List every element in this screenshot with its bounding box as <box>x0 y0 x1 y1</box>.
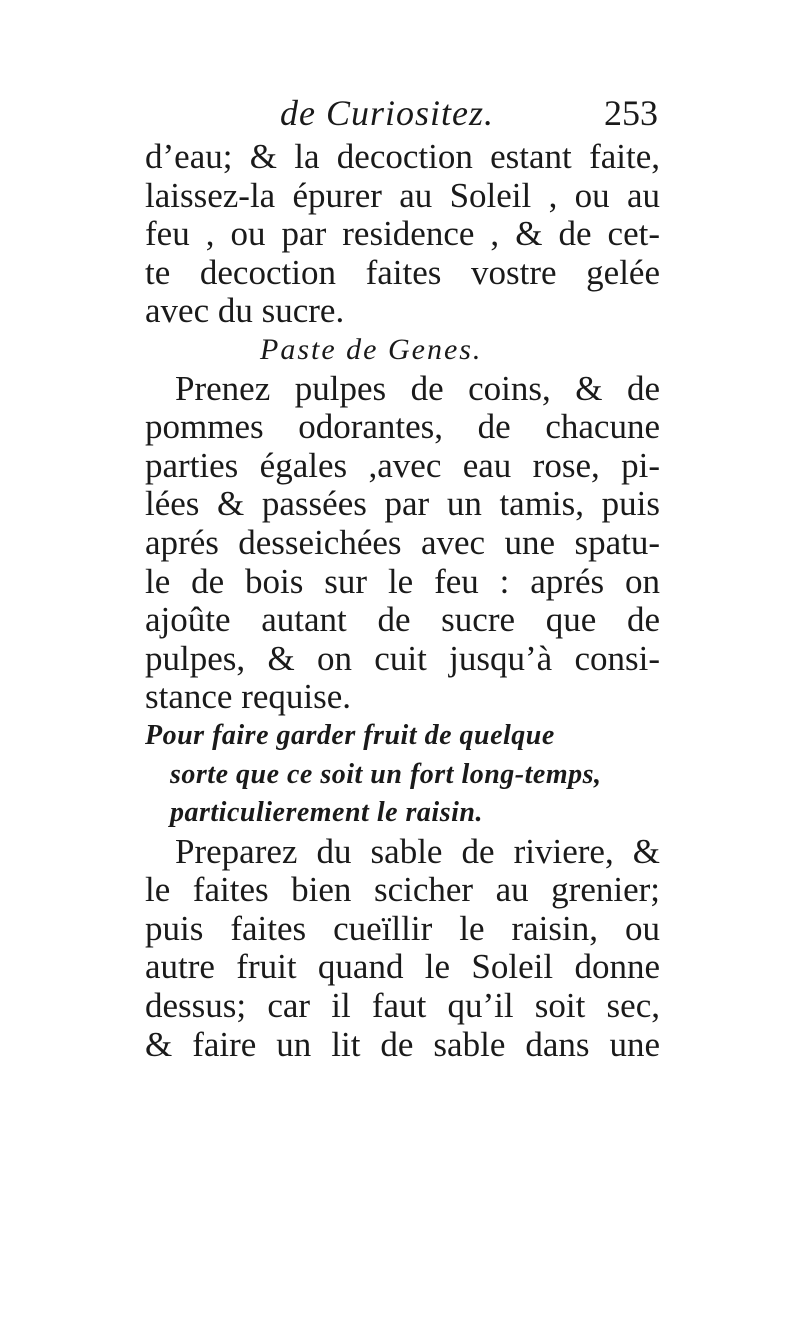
text-line: dessus; car il faut qu’il soit sec, <box>145 986 660 1026</box>
text-line: le de bois sur le feu : aprés on <box>145 561 660 601</box>
paragraph-fruit-recipe <box>145 833 660 1065</box>
text-line: & faire un lit de sable dans une <box>145 1024 660 1064</box>
text-line: autre fruit quand le Soleil donne <box>145 947 660 987</box>
page-number: 253 <box>604 93 658 133</box>
paragraph-decoction <box>145 138 660 331</box>
text-line: lées & passées par un tamis, puis <box>145 484 660 524</box>
text-line: le faites bien scicher au grenier; <box>145 870 660 910</box>
text-block <box>145 138 660 1064</box>
text-line: te decoction faites vostre gelée <box>145 252 660 292</box>
text-line: Prenez pulpes de coins, & de <box>175 368 660 408</box>
text-line: aprés desseichées avec une spatu- <box>145 522 660 562</box>
running-title: de Curiositez. <box>280 93 495 133</box>
text-line: laissez-la épurer au Soleil , ou au <box>145 175 660 215</box>
section-heading-paste-de-genes: Paste de Genes. <box>260 332 483 366</box>
page-header <box>145 92 660 142</box>
text-line: parties égales ,avec eau rose, pi- <box>145 445 660 485</box>
heading-line: sorte que ce soit un fort long-temps, <box>170 758 602 790</box>
heading-line: Pour faire garder fruit de quelque <box>145 719 555 751</box>
heading-line: particulierement le raisin. <box>170 797 483 829</box>
paragraph-paste-recipe <box>145 370 660 717</box>
text-line: puis faites cueïllir le raisin, ou <box>145 908 660 948</box>
text-line: stance requise. <box>145 677 352 717</box>
text-line: feu , ou par residence , & de cet- <box>145 214 660 254</box>
text-line: ajoûte autant de sucre que de <box>145 600 660 640</box>
section-heading-garder-fruit <box>145 717 660 833</box>
text-line: Preparez du sable de riviere, & <box>175 831 660 871</box>
text-line: avec du sucre. <box>145 291 345 331</box>
text-line: d’eau; & la decoction estant faite, <box>145 137 660 176</box>
text-line: pommes odorantes, de chacune <box>145 407 660 447</box>
text-line: pulpes, & on cuit jusqu’à consi- <box>145 638 660 678</box>
